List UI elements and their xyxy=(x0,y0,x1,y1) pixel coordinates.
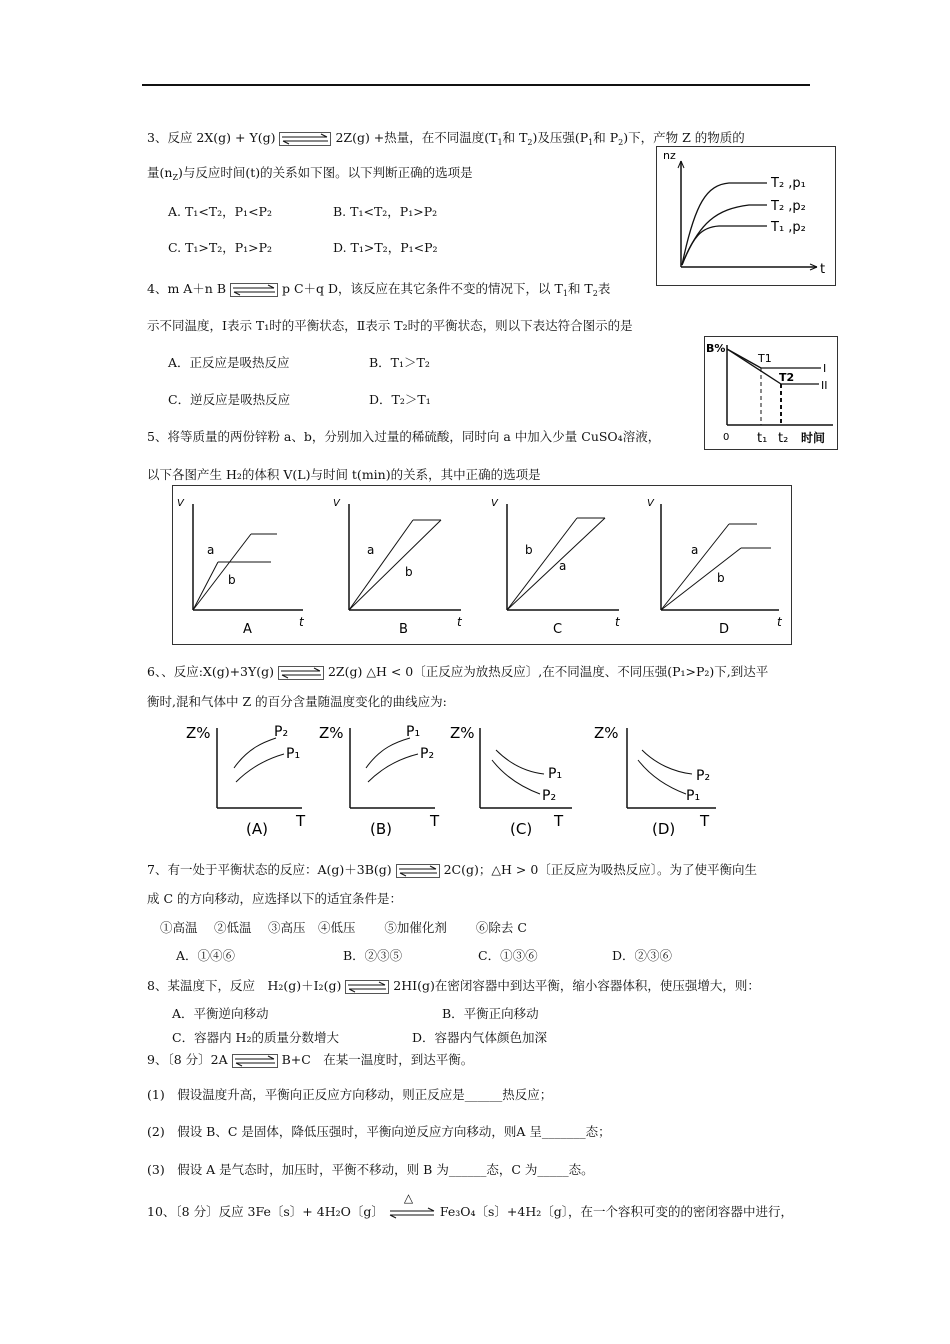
q6-panel-c-label: (C) xyxy=(510,820,533,838)
q8-option-c: C．容器内 H₂的质量分数增大 xyxy=(172,1030,339,1045)
q3-graph-curve2: T₂ ,p₂ xyxy=(771,199,806,214)
q3-graph xyxy=(656,146,836,286)
q4-line1: 4、m A＋n B p C＋q D，该反应在其它条件不变的情况下，以 $T_1$和 $T_2$表 xyxy=(147,281,611,298)
q5-panel-d-label: D xyxy=(719,622,730,637)
svg-text:t: t xyxy=(299,615,304,629)
q6-panel-d-label: (D) xyxy=(652,820,676,838)
svg-text:P₁: P₁ xyxy=(548,766,563,782)
q4-graph-x1: t₁ xyxy=(757,431,768,446)
equilibrium-arrow-icon xyxy=(396,864,440,878)
q5-panel-c-label: C xyxy=(553,622,563,637)
q3-graph-curve3: T₁ ,p₂ xyxy=(771,220,806,235)
q3-option-d: D. T₁>T₂，P₁<P₂ xyxy=(333,240,438,255)
svg-text:Z%: Z% xyxy=(450,724,475,742)
svg-text:b: b xyxy=(717,571,725,585)
svg-text:t: t xyxy=(457,615,462,629)
q9-line1: 9、〔8 分〕2A B+C 在某一温度时，到达平衡。 xyxy=(147,1052,474,1067)
q8-option-b: B．平衡正向移动 xyxy=(442,1006,539,1021)
q5-panel-b-label: B xyxy=(399,622,408,637)
equilibrium-arrow-icon xyxy=(279,132,331,146)
q5-line2: 以下各图产生 H₂的体积 V(L)与时间 t(min)的关系，其中正确的选项是 xyxy=(147,467,541,482)
svg-text:b: b xyxy=(525,543,533,557)
q8-line1: 8、某温度下，反应 H₂(g)＋I₂(g) 2HI(g)在密闭容器中到达平衡，缩小容器体积，使压强增大，则： xyxy=(147,978,760,993)
svg-text:P₁: P₁ xyxy=(406,724,421,740)
equilibrium-arrow-icon xyxy=(232,1054,278,1068)
q7-option-b: B．②③⑤ xyxy=(343,948,403,963)
q6-graphs xyxy=(180,718,740,842)
svg-text:a: a xyxy=(691,543,699,557)
q5-panel-a-label: A xyxy=(243,622,252,637)
svg-text:P₂: P₂ xyxy=(542,788,557,804)
q5-panel-a xyxy=(177,498,305,637)
svg-text:P₁: P₁ xyxy=(686,788,701,804)
q4-graph-curve2: II xyxy=(821,379,828,392)
q4-graph-xlabel: 时间 xyxy=(801,431,826,445)
q4-graph-t2: T2 xyxy=(779,371,795,384)
q6-panel-b xyxy=(319,724,440,838)
q8-option-a: A．平衡逆向移动 xyxy=(172,1006,269,1021)
svg-text:T: T xyxy=(554,812,564,830)
equilibrium-arrow-icon xyxy=(230,283,278,297)
q3-graph-ylabel: nz xyxy=(663,149,676,162)
q4-option-b: B．T₁＞T₂ xyxy=(369,355,430,370)
q6-panel-c xyxy=(450,724,572,838)
svg-text:a: a xyxy=(207,543,215,557)
q3-line2: 量$(n_Z)$与反应时间(t)的关系如下图。以下判断正确的选项是 xyxy=(147,165,473,182)
q7-conditions: ①高温 ②低温 ③高压 ④低压 ⑤加催化剂 ⑥除去 C xyxy=(160,920,527,935)
q4-line2: 示不同温度，Ⅰ表示 T₁时的平衡状态，Ⅱ表示 T₂时的平衡状态，则以下表达符合图示的是 xyxy=(147,318,633,333)
svg-text:t: t xyxy=(615,615,620,629)
svg-text:P₂: P₂ xyxy=(274,724,289,740)
svg-text:V: V xyxy=(333,498,340,509)
equilibrium-arrow-icon xyxy=(345,980,389,994)
q5-line1: 5、将等质量的两份锌粉 a、b，分别加入过量的稀硫酸，同时向 a 中加入少量 CuSO₄溶液， xyxy=(147,429,661,444)
svg-text:V: V xyxy=(177,498,184,509)
svg-text:P₂: P₂ xyxy=(696,768,711,784)
header-rule xyxy=(142,84,810,86)
svg-text:a: a xyxy=(559,559,567,573)
svg-text:b: b xyxy=(228,573,236,587)
svg-text:T: T xyxy=(296,812,306,830)
q6-panel-a xyxy=(186,724,306,838)
q4-graph xyxy=(704,336,838,450)
q4-graph-x2: t₂ xyxy=(778,431,789,446)
q4-graph-origin: 0 xyxy=(723,432,730,443)
svg-text:T: T xyxy=(700,812,710,830)
svg-text:Z%: Z% xyxy=(319,724,344,742)
q4-graph-t1: T1 xyxy=(758,352,772,365)
q3-option-a: A. T₁<T₂，P₁<P₂ xyxy=(168,204,272,219)
q6-line2: 衡时,混和气体中 Z 的百分含量随温度变化的曲线应为: xyxy=(147,694,447,709)
q7-option-a: A．①④⑥ xyxy=(176,948,236,963)
svg-text:P₂: P₂ xyxy=(420,746,435,762)
q10-line1: 10、〔8 分〕反应 3Fe〔s〕+ 4H₂O〔g〕 △ Fe₃O₄〔s〕+4H₂〔g〕，在一个容积可变的的密闭容器中进行， xyxy=(147,1190,794,1219)
svg-text:t: t xyxy=(777,615,782,629)
q7-option-d: D．②③⑥ xyxy=(612,948,673,963)
svg-text:P₁: P₁ xyxy=(286,746,301,762)
svg-text:b: b xyxy=(405,565,413,579)
svg-text:V: V xyxy=(491,498,498,509)
q7-option-c: C．①③⑥ xyxy=(478,948,538,963)
q7-line1: 7、有一处于平衡状态的反应：A(g)＋3B(g) 2C(g)；△H > 0〔正反应为吸热反应〕。为了使平衡向生 xyxy=(147,862,758,877)
q9-sub3: (3) 假设 A 是气态时，加压时，平衡不移动，则 B 为______态，C 为_____态。 xyxy=(147,1162,594,1177)
q3-graph-curve1: T₂ ,p₁ xyxy=(771,176,806,191)
q6-line1: 6、、反应:X(g)+3Y(g) 2Z(g) △H < 0〔正反应为放热反应〕,在不同温度、不同压强(P₁>P₂)下,到达平 xyxy=(147,664,769,679)
equilibrium-arrow-icon xyxy=(278,666,324,680)
q6-panel-b-label: (B) xyxy=(370,820,392,838)
svg-text:T: T xyxy=(430,812,440,830)
svg-text:Z%: Z% xyxy=(594,724,619,742)
svg-text:Z%: Z% xyxy=(186,724,211,742)
q4-option-c: C．逆反应是吸热反应 xyxy=(168,392,291,407)
heat-equilibrium-arrow: △ xyxy=(388,1206,436,1220)
q3-graph-xlabel: t xyxy=(820,262,826,277)
q4-graph-curve1: I xyxy=(823,362,827,375)
q4-option-a: A．正反应是吸热反应 xyxy=(168,355,290,370)
q3-line1: 3、反应 2X(g) + Y(g) 2Z(g) +热量，在不同温度($T_1$和 $T_2$)及压强($P_1$和 $P_2$)下，产物 Z 的物质的 xyxy=(147,130,745,147)
q6-panel-a-label: (A) xyxy=(246,820,268,838)
q4-graph-ylabel: B% xyxy=(706,342,726,355)
q4-option-d: D．T₂＞T₁ xyxy=(369,392,431,407)
q5-panel-c xyxy=(491,498,621,637)
q3-option-b: B. T₁<T₂，P₁>P₂ xyxy=(333,204,438,219)
q9-sub1: (1) 假设温度升高，平衡向正反应方向移动，则正反应是______热反应； xyxy=(147,1087,553,1102)
q8-option-d: D．容器内气体颜色加深 xyxy=(412,1030,548,1045)
q6-panel-d xyxy=(594,724,716,838)
q5-panel-b xyxy=(333,498,463,637)
svg-text:V: V xyxy=(647,498,654,509)
q3-option-c: C. T₁>T₂，P₁>P₂ xyxy=(168,240,273,255)
q9-sub2: (2) 假设 B、C 是固体，降低压强时，平衡向逆反应方向移动，则A 呈_______态； xyxy=(147,1124,611,1139)
q7-line2: 成 C 的方向移动，应选择以下的适宜条件是： xyxy=(147,891,403,906)
q5-graphs xyxy=(172,485,792,645)
svg-text:a: a xyxy=(367,543,375,557)
q5-panel-d xyxy=(647,498,783,637)
